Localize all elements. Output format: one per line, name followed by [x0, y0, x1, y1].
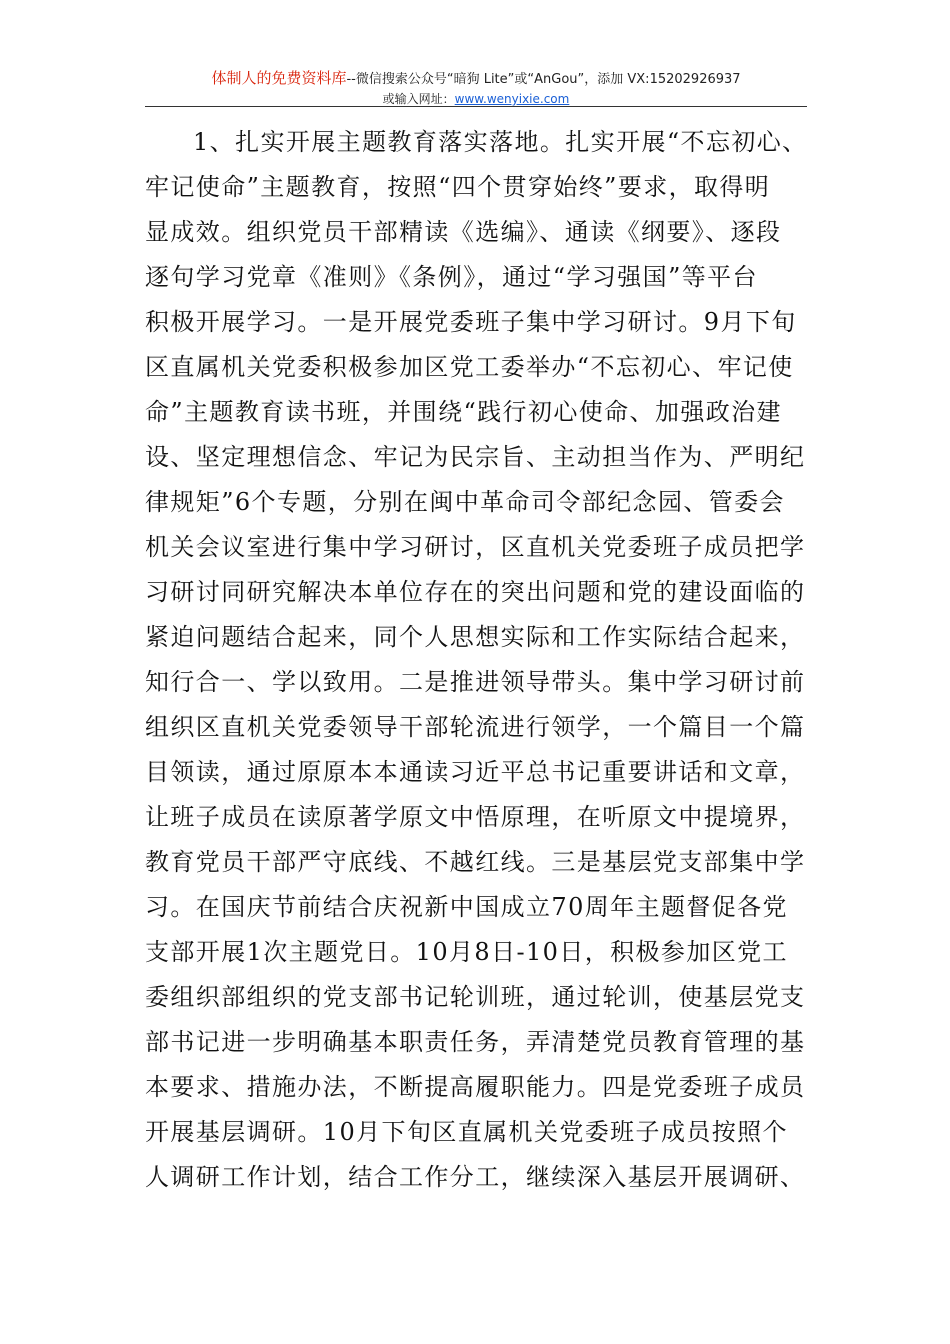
body-line: 律规矩”6个专题，分别在闽中革命司令部纪念园、管委会	[145, 488, 785, 516]
body-line: 部书记进一步明确基本职责任务，弄清楚党员教育管理的基	[145, 1028, 806, 1056]
header-note: --微信搜索公众号“暗狗 Lite”或“AnGou”，添加 VX:15202926937	[346, 72, 741, 87]
body-line: 知行合一、学以致用。二是推进领导带头。集中学习研讨前	[145, 668, 806, 696]
body-line: 本要求、措施办法，不断提高履职能力。四是党委班子成员	[145, 1073, 806, 1101]
url-prefix: 或输入网址：	[382, 92, 455, 106]
body-line: 机关会议室进行集中学习研讨，区直机关党委班子成员把学	[145, 533, 806, 561]
document-body	[145, 120, 810, 1200]
body-line: 习。在国庆节前结合庆祝新中国成立70周年主题督促各党	[145, 893, 788, 921]
body-line: 组织区直机关党委领导干部轮流进行领学，一个篇目一个篇	[145, 713, 806, 741]
body-line: 积极开展学习。一是开展党委班子集中学习研讨。9月下旬	[145, 308, 797, 336]
body-line: 支部开展1次主题党日。10月8日-10日，积极参加区党工	[145, 938, 788, 966]
body-line: 目领读，通过原原本本通读习近平总书记重要讲话和文章，	[145, 758, 806, 786]
body-line: 人调研工作计划，结合工作分工，继续深入基层开展调研、	[145, 1163, 806, 1191]
body-line: 1、扎实开展主题教育落实落地。扎实开展“不忘初心、	[193, 128, 808, 156]
body-line: 委组织部组织的党支部书记轮训班，通过轮训，使基层党支	[145, 983, 806, 1011]
header-divider	[145, 106, 807, 107]
body-line: 习研讨同研究解决本单位存在的突出问题和党的建设面临的	[145, 578, 806, 606]
body-line: 牢记使命”主题教育，按照“四个贯穿始终”要求，取得明	[145, 173, 771, 201]
website-link[interactable]: www.wenyixie.com	[454, 92, 570, 106]
body-line: 教育党员干部严守底线、不越红线。三是基层党支部集中学	[145, 848, 806, 876]
page-header	[145, 68, 807, 108]
body-line: 区直属机关党委积极参加区党工委举办“不忘初心、牢记使	[145, 353, 794, 381]
body-line: 显成效。组织党员干部精读《选编》、通读《纲要》、逐段	[145, 218, 782, 246]
body-line: 让班子成员在读原著学原文中悟原理，在听原文中提境界，	[145, 803, 806, 831]
body-line: 命”主题教育读书班，并围绕“践行初心使命、加强政治建	[145, 398, 782, 426]
brand-name: 体制人的免费资料库	[211, 69, 347, 87]
header-promo-line	[145, 68, 807, 90]
body-line: 紧迫问题结合起来，同个人思想实际和工作实际结合起来，	[145, 623, 806, 651]
body-line: 逐句学习党章《准则》《条例》，通过“学习强国”等平台	[145, 263, 758, 291]
body-line: 开展基层调研。10月下旬区直属机关党委班子成员按照个	[145, 1118, 788, 1146]
body-line: 设、坚定理想信念、牢记为民宗旨、主动担当作为、严明纪	[145, 443, 806, 471]
